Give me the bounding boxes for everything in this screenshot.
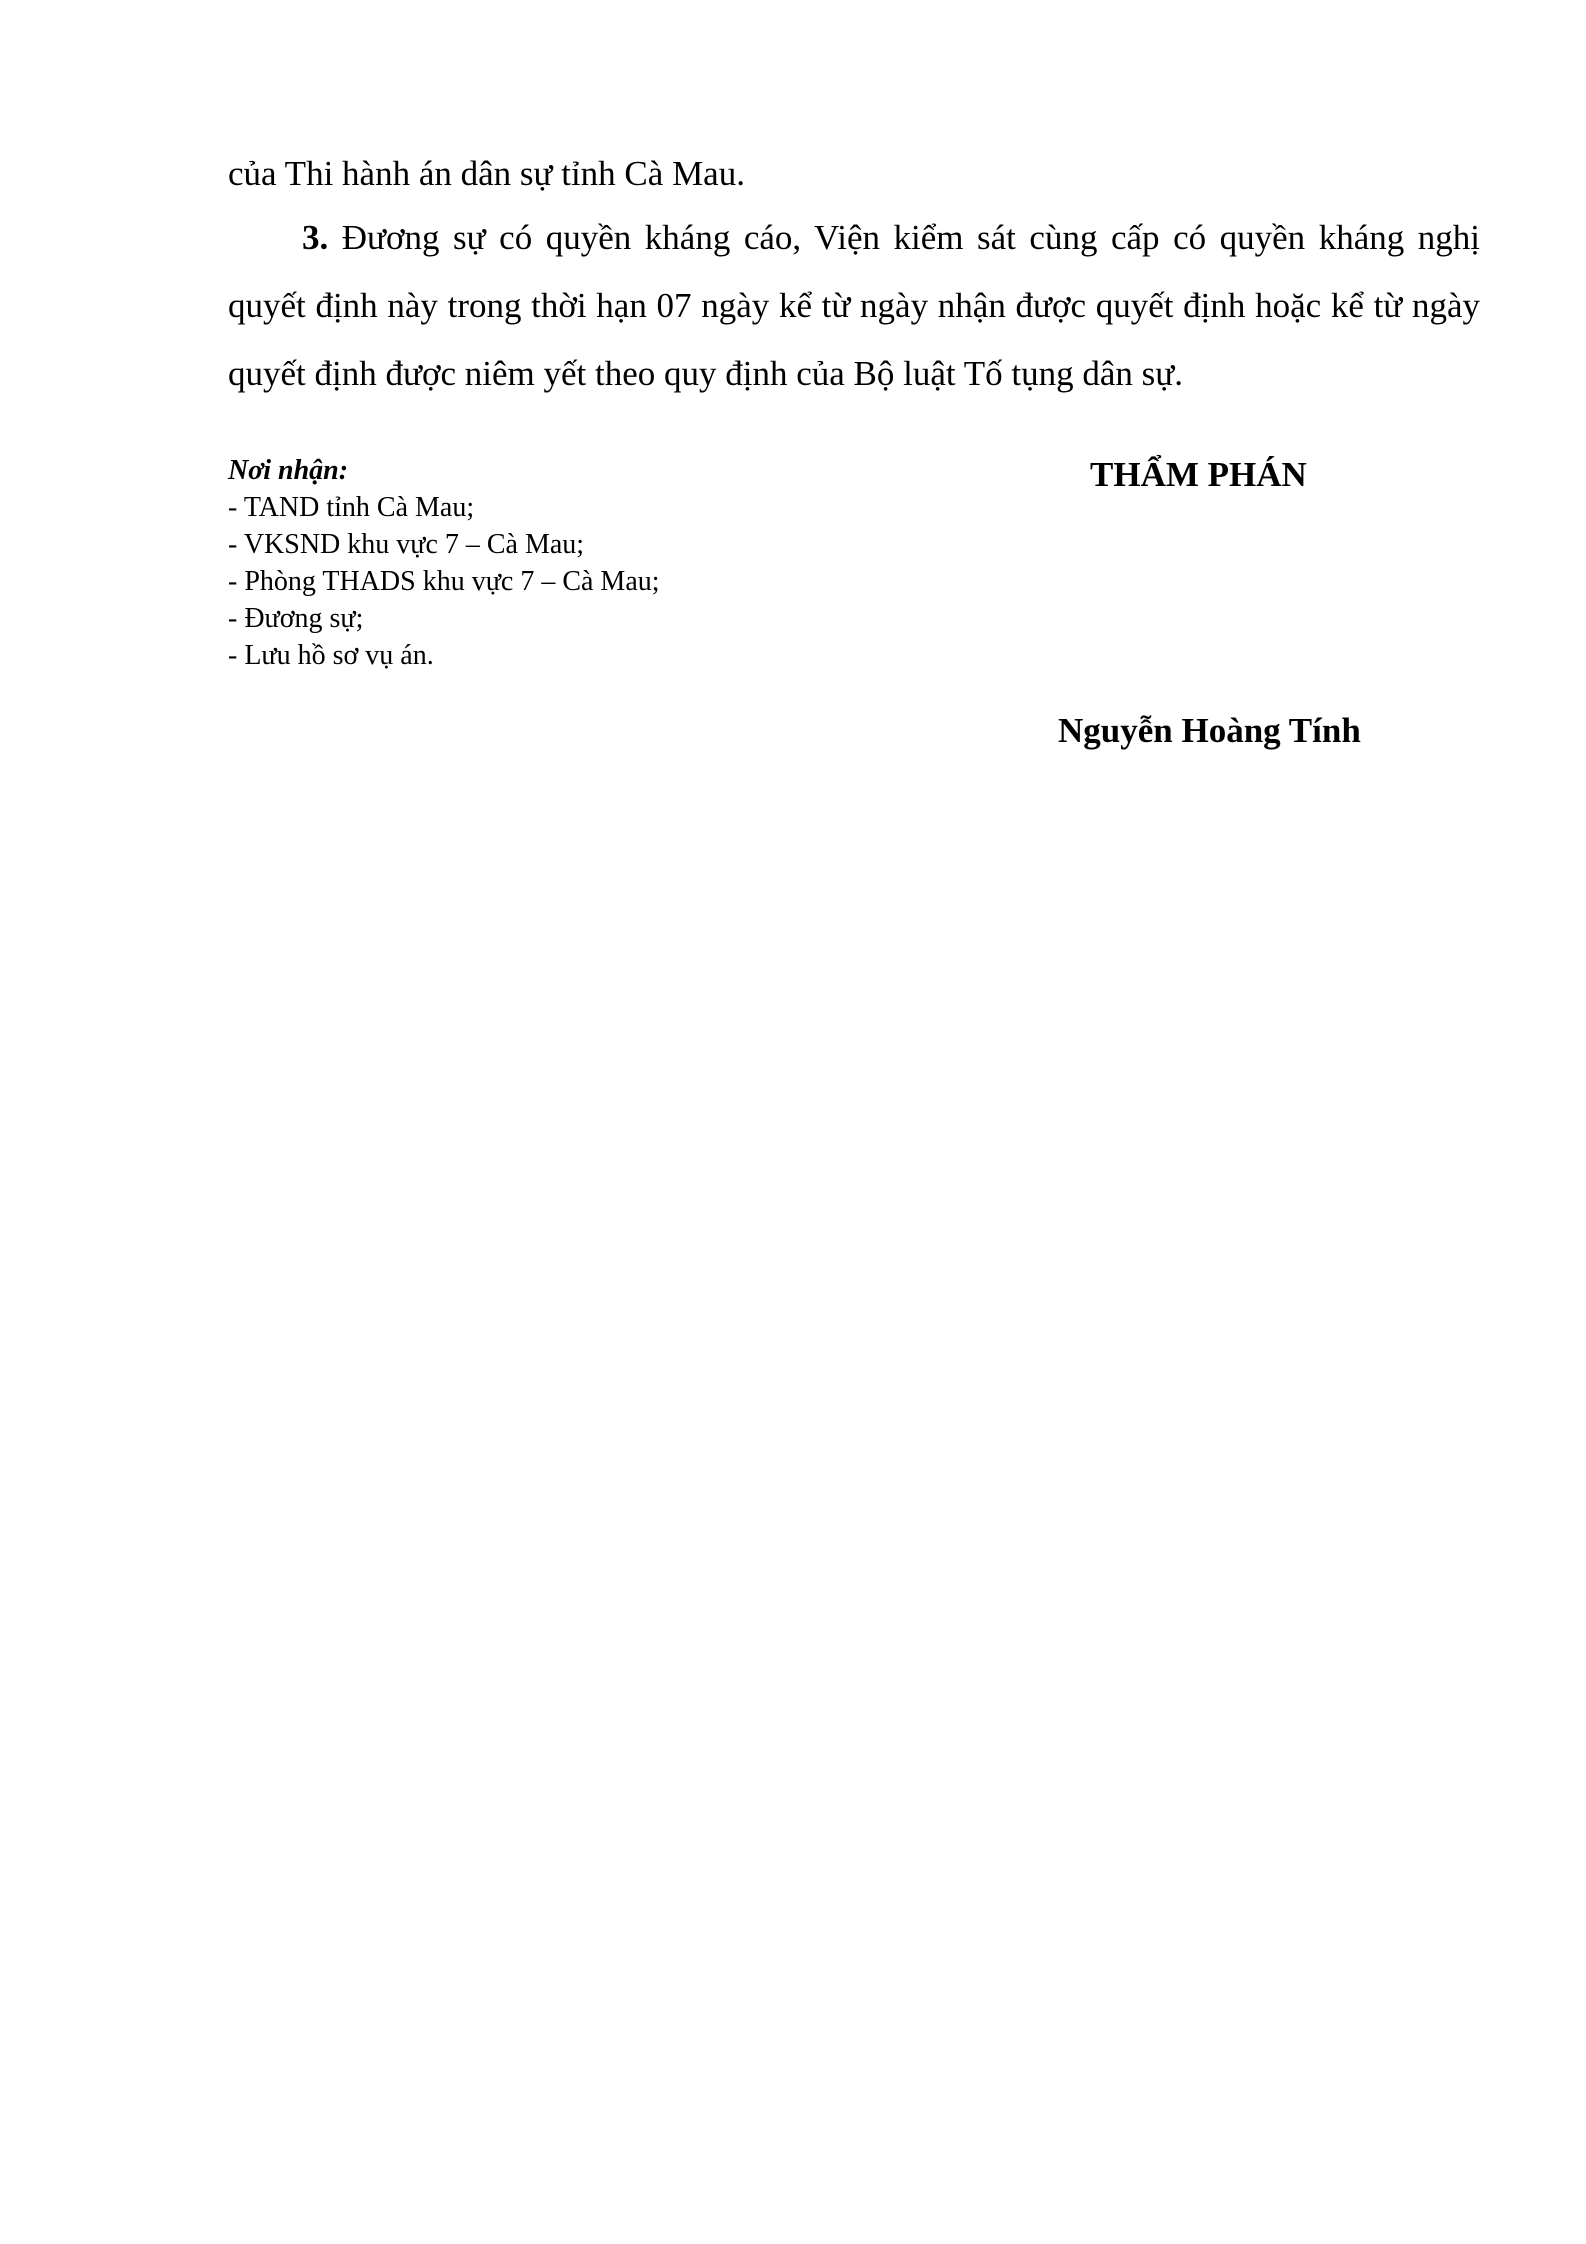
paragraph-continuation: của Thi hành án dân sự tỉnh Cà Mau. [228,154,745,193]
paragraph-3-number: 3. [302,218,329,257]
paragraph-3 [228,204,1480,408]
recipients-block [228,452,928,674]
paragraph-3-text: Đương sự có quyền kháng cáo, Viện kiểm sát cùng cấp có quyền kháng nghị quyết định này trong thời hạn 07 ngày kể từ ngày nhận được quyết định hoặc kể từ ngày quyết định được niêm yết theo quy định của Bộ luật Tố tụng dân sự. [228,218,1480,393]
recipient-item: - Phòng THADS khu vực 7 – Cà Mau; [228,566,660,597]
signature-title: THẨM PHÁN [1090,455,1307,494]
recipient-item: - Đương sự; [228,603,364,634]
recipient-item: - TAND tỉnh Cà Mau; [228,492,475,523]
signature-name: Nguyễn Hoàng Tính [1058,711,1361,750]
recipient-item: - VKSND khu vực 7 – Cà Mau; [228,529,585,560]
recipients-heading: Nơi nhận: [228,455,349,486]
recipient-item: - Lưu hồ sơ vụ án. [228,640,434,671]
recipients-list [228,489,928,674]
